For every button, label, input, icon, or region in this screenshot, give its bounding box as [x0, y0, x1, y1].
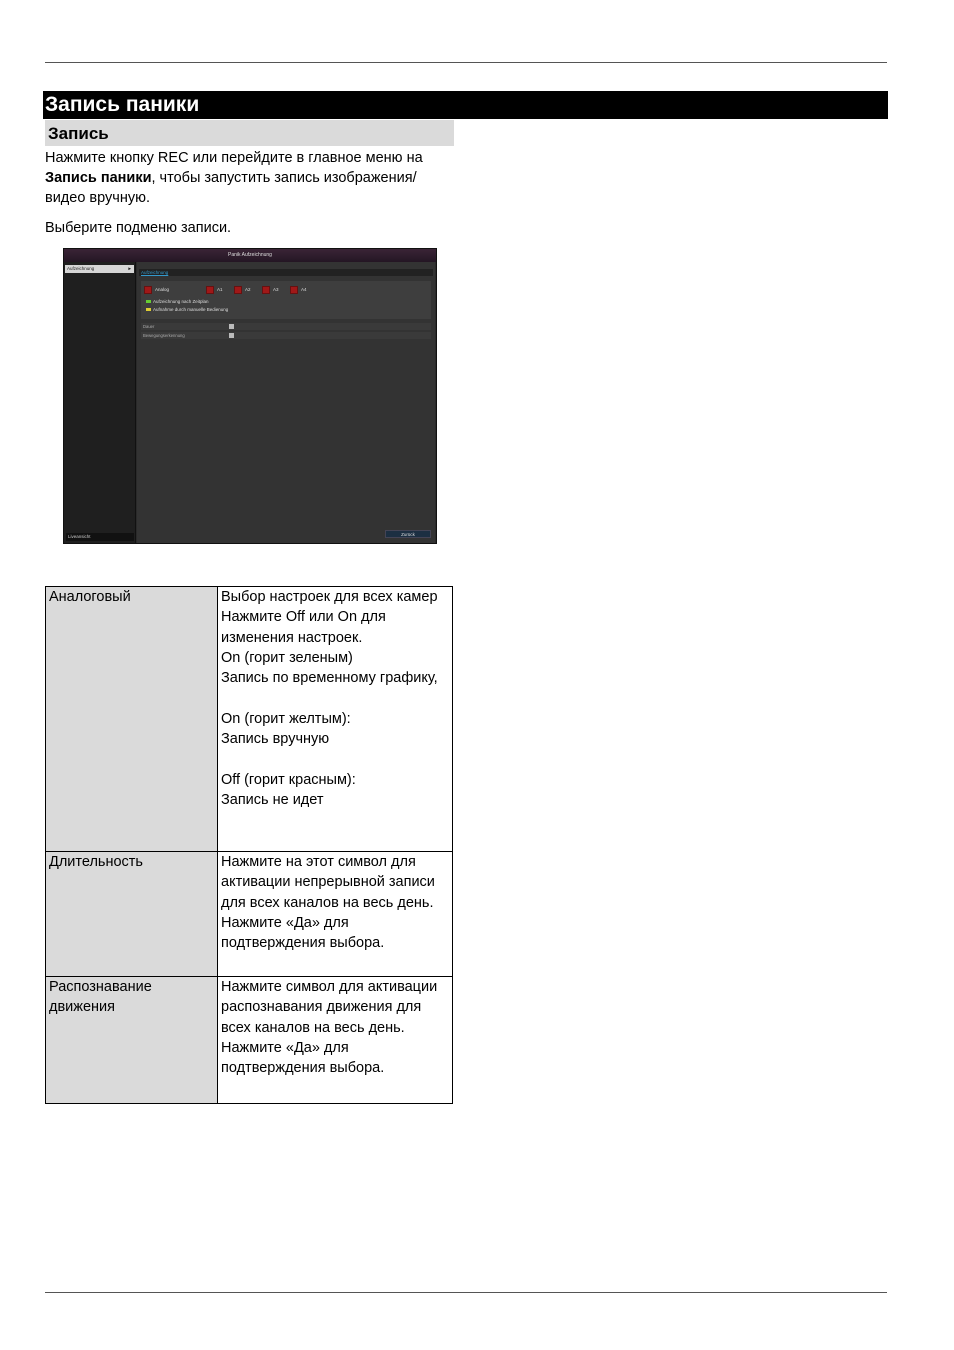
top-rule [45, 62, 887, 63]
record-status-icon [144, 286, 152, 294]
table-line: Нажмите Off или On для изменения настроек. [221, 609, 386, 646]
table-row [46, 587, 453, 852]
table-line: On (горит зеленым) [221, 649, 353, 666]
dvr-screenshot [63, 248, 437, 544]
option-label: Bewegungserkennung [143, 333, 185, 338]
line-gap [221, 749, 450, 769]
intro-text-2: , чтобы запустить запись изображения/видео вручную. [45, 170, 417, 206]
back-button[interactable]: Zurück [385, 530, 431, 538]
intro-bold: Запись паники [45, 170, 152, 186]
main-panel [137, 262, 435, 543]
intro-paragraph [45, 148, 455, 208]
legend-label: Aufzeichnung nach Zeitplan [153, 299, 209, 304]
table-line: Нажмите «Да» для подтверждения выбора. [221, 1039, 385, 1077]
table-key: Распознавание движения [46, 977, 218, 1104]
select-submenu-text: Выберите подменю записи. [45, 220, 232, 236]
section-title: Запись [45, 120, 454, 146]
table-line: Off (горит красным): [221, 771, 356, 788]
live-view-button[interactable]: Liveansicht [66, 533, 134, 541]
table-line: Запись по временному графику, [221, 670, 438, 687]
table-row [46, 852, 453, 977]
legend-schedule [146, 299, 209, 305]
side-menu [64, 262, 136, 543]
option-duration[interactable] [141, 323, 431, 330]
camera-panel [141, 281, 431, 319]
green-dot-icon [146, 300, 151, 303]
bottom-rule [45, 1292, 887, 1293]
table-line: Выбор настроек для всех камер [221, 589, 438, 605]
camera-label: A4 [301, 287, 307, 292]
table-key: Длительность [46, 852, 218, 977]
table-row [46, 977, 453, 1104]
camera-label: A1 [217, 287, 223, 292]
side-item-recording[interactable] [65, 265, 134, 273]
table-line: Нажмите символ для активации распознавания движения для всех каналов на весь день. [221, 979, 438, 1036]
record-status-icon [234, 286, 242, 294]
camera-toggle-a1[interactable] [206, 285, 223, 295]
intro-text-1: Нажмите кнопку REC или перейдите в главное меню на [45, 150, 423, 166]
table-line: Нажмите «Да» для подтверждения выбора. [221, 914, 385, 952]
settings-table [45, 586, 453, 1104]
record-status-icon [262, 286, 270, 294]
camera-label: A2 [245, 287, 251, 292]
camera-label: A3 [273, 287, 279, 292]
camera-toggle-analog[interactable] [144, 285, 169, 295]
tab-recording[interactable]: Aufzeichnung [139, 269, 433, 276]
camera-toggle-a3[interactable] [262, 285, 279, 295]
line-gap [221, 688, 450, 708]
side-item-label: Aufzeichnung [67, 266, 95, 271]
page-title: Запись паники [43, 91, 888, 119]
yellow-dot-icon [146, 308, 151, 311]
camera-row [144, 285, 424, 295]
table-value [218, 852, 453, 977]
record-status-icon [290, 286, 298, 294]
camera-toggle-a2[interactable] [234, 285, 251, 295]
option-motion[interactable] [141, 332, 431, 339]
table-line: Нажмите на этот символ для активации непрерывной записи для всех каналов на весь день. [221, 854, 435, 911]
table-value [218, 587, 453, 852]
table-line: On (горит желтым): [221, 710, 351, 727]
camera-toggle-a4[interactable] [290, 285, 307, 295]
legend-manual [146, 307, 228, 313]
chevron-right-icon: ► [127, 266, 132, 271]
option-label: Dauer [143, 324, 155, 329]
table-line: Запись не идет [221, 791, 324, 808]
motion-icon[interactable] [229, 333, 234, 338]
legend-label: Aufnahme durch manuelle Bedienung [153, 307, 229, 312]
table-value [218, 977, 453, 1104]
window-title: Panik Aufzeichnung [64, 249, 436, 262]
record-status-icon [206, 286, 214, 294]
camera-label: Analog [155, 287, 170, 292]
duration-icon[interactable] [229, 324, 234, 329]
table-key: Аналоговый [46, 587, 218, 852]
table-line: Запись вручную [221, 731, 330, 748]
